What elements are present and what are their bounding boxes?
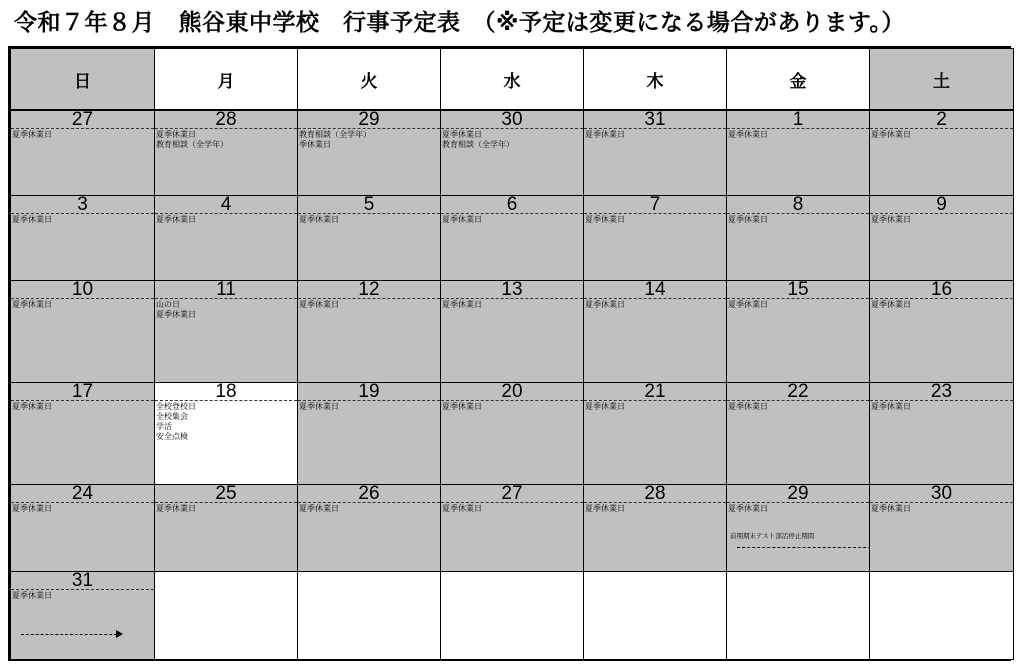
- event-list: [441, 503, 583, 514]
- event-text: 夏季休業日: [585, 401, 625, 411]
- week-row: [11, 484, 1014, 571]
- weekday-header-row: [11, 49, 1014, 111]
- event-text: 夏季休業日: [871, 214, 911, 224]
- day-cell: [155, 110, 298, 195]
- event-list: [870, 401, 1013, 412]
- event-list: [870, 299, 1013, 310]
- event-text: 夏季休業日: [871, 401, 911, 411]
- day-number: 31: [584, 111, 726, 129]
- day-number: 30: [870, 485, 1013, 503]
- day-cell: [870, 110, 1014, 195]
- week-row: [11, 110, 1014, 195]
- day-number: 3: [11, 196, 154, 214]
- day-cell: [11, 195, 155, 280]
- event-text: 夏季休業日: [728, 299, 768, 309]
- day-cell: [298, 280, 441, 382]
- calendar-table: [8, 46, 1011, 661]
- day-number: 5: [298, 196, 440, 214]
- day-cell: [298, 382, 441, 484]
- event-list: [298, 503, 440, 514]
- day-cell: [298, 110, 441, 195]
- event-list: [727, 299, 869, 310]
- day-number: 27: [441, 485, 583, 503]
- event-text: 夏季休業日: [728, 130, 768, 139]
- day-number: 12: [298, 281, 440, 299]
- weekday-tue: 火: [298, 49, 441, 111]
- event-text: 夏季休業日: [12, 503, 52, 513]
- event-text: 夏季休業日: [442, 214, 482, 224]
- event-text: 夏季休業日: [12, 130, 52, 139]
- empty-day-cell: [870, 571, 1014, 659]
- day-cell: [584, 195, 727, 280]
- page-title: 令和７年８月 熊谷東中学校 行事予定表 （※予定は変更になる場合があります。）: [14, 10, 906, 36]
- day-number: 31: [11, 572, 154, 590]
- empty-day-cell: [727, 571, 870, 659]
- event-text: 夏季休業日: [871, 130, 911, 139]
- event-list: [584, 214, 726, 225]
- event-text: 夏季休業日: [442, 130, 482, 139]
- day-cell: [155, 382, 298, 484]
- event-text: 夏季休業日: [12, 214, 52, 224]
- event-text: 安全点検: [156, 431, 188, 441]
- day-cell: [11, 484, 155, 571]
- event-text: 夏季休業日: [871, 503, 911, 513]
- event-text: 夏季休業日: [12, 590, 52, 600]
- day-cell: [870, 484, 1014, 571]
- event-list: [584, 401, 726, 412]
- day-cell: [727, 382, 870, 484]
- day-number: 15: [727, 281, 869, 299]
- event-list: [727, 503, 869, 514]
- day-number: 10: [11, 281, 154, 299]
- weekday-fri: 金: [727, 49, 870, 111]
- day-number: 9: [870, 196, 1013, 214]
- day-cell: [727, 195, 870, 280]
- event-text: 山の日: [156, 299, 180, 309]
- day-number: 24: [11, 485, 154, 503]
- empty-day-cell: [441, 571, 584, 659]
- day-cell: [584, 110, 727, 195]
- event-list: [298, 401, 440, 412]
- day-cell: [870, 195, 1014, 280]
- day-cell: [584, 484, 727, 571]
- test-period-note: 前期期末テスト部活停止期間: [730, 531, 815, 540]
- day-cell: [870, 382, 1014, 484]
- event-text: 季休業日: [299, 140, 331, 149]
- day-number: 28: [155, 111, 297, 129]
- event-list: [441, 129, 583, 150]
- day-cell: [870, 280, 1014, 382]
- day-cell: [155, 484, 298, 571]
- day-cell: [11, 382, 155, 484]
- event-list: [870, 214, 1013, 225]
- weekday-mon: 月: [155, 49, 298, 111]
- event-text: 夏季休業日: [299, 299, 339, 309]
- event-text: 夏季休業日: [299, 503, 339, 513]
- event-list: [298, 299, 440, 310]
- day-cell: [441, 382, 584, 484]
- week-row: [11, 280, 1014, 382]
- day-number: 1: [727, 111, 869, 129]
- weekday-thu: 木: [584, 49, 727, 111]
- event-text: 夏季休業日: [156, 214, 196, 224]
- day-cell: [11, 571, 155, 659]
- day-number: 28: [584, 485, 726, 503]
- event-list: [298, 129, 440, 150]
- event-list: [441, 299, 583, 310]
- event-text: 夏季休業日: [12, 401, 52, 411]
- event-text: 夏季休業日: [728, 214, 768, 224]
- event-list: [441, 401, 583, 412]
- day-cell: [727, 484, 870, 571]
- event-list: [11, 503, 154, 514]
- day-number: 13: [441, 281, 583, 299]
- day-cell: [441, 110, 584, 195]
- event-text: 夏季休業日: [12, 299, 52, 309]
- day-number: 8: [727, 196, 869, 214]
- event-text: 夏季休業日: [728, 401, 768, 411]
- day-number: 14: [584, 281, 726, 299]
- event-text: 夏季休業日: [585, 503, 625, 513]
- event-text: 夏季休業日: [156, 130, 196, 139]
- event-list: [870, 503, 1013, 514]
- day-number: 19: [298, 383, 440, 401]
- day-cell: [441, 484, 584, 571]
- day-number: 25: [155, 485, 297, 503]
- weekday-wed: 水: [441, 49, 584, 111]
- day-cell: [155, 195, 298, 280]
- event-list: [155, 129, 297, 150]
- event-list: [11, 129, 154, 140]
- event-text: 夏季休業日: [156, 503, 196, 513]
- event-list: [155, 401, 297, 442]
- day-number: 27: [11, 111, 154, 129]
- event-list: [727, 401, 869, 412]
- event-text: 学活: [156, 421, 172, 431]
- day-cell: [11, 110, 155, 195]
- day-number: 20: [441, 383, 583, 401]
- day-number: 16: [870, 281, 1013, 299]
- event-text: 夏季休業日: [585, 299, 625, 309]
- day-cell: [584, 382, 727, 484]
- week-row: [11, 195, 1014, 280]
- event-text: 夏季休業日: [585, 130, 625, 139]
- day-cell: [441, 280, 584, 382]
- event-text: 夏季休業日: [728, 503, 768, 513]
- event-text: 夏季休業日: [299, 214, 339, 224]
- event-text: 全校集会: [156, 411, 188, 421]
- day-number: 26: [298, 485, 440, 503]
- day-cell: [298, 484, 441, 571]
- week-row: [11, 382, 1014, 484]
- empty-day-cell: [155, 571, 298, 659]
- day-number: 2: [870, 111, 1013, 129]
- event-list: [441, 214, 583, 225]
- day-cell: [441, 195, 584, 280]
- event-text: 夏季休業日: [871, 299, 911, 309]
- day-number: 4: [155, 196, 297, 214]
- day-cell: [11, 280, 155, 382]
- event-list: [11, 590, 154, 601]
- day-cell: [155, 280, 298, 382]
- day-cell: [584, 280, 727, 382]
- event-text: 教育相談（全学年）: [442, 140, 514, 149]
- event-list: [11, 299, 154, 310]
- day-number: 23: [870, 383, 1013, 401]
- week-row: [11, 571, 1014, 659]
- empty-day-cell: [298, 571, 441, 659]
- event-list: [727, 214, 869, 225]
- event-text: 夏季休業日: [442, 401, 482, 411]
- event-list: [584, 129, 726, 140]
- day-number: 18: [155, 383, 297, 401]
- event-list: [155, 214, 297, 225]
- event-list: [155, 299, 297, 320]
- weekday-sun: 日: [11, 49, 155, 111]
- day-cell: [727, 280, 870, 382]
- event-list: [870, 129, 1013, 140]
- event-text: 教育相談（全学年）: [156, 140, 228, 149]
- day-number: 21: [584, 383, 726, 401]
- event-list: [11, 214, 154, 225]
- event-text: 夏季休業日: [442, 503, 482, 513]
- event-text: 教育相談（全学年）: [299, 130, 371, 139]
- event-text: 全校登校日: [156, 401, 196, 411]
- event-list: [584, 503, 726, 514]
- event-text: 夏季休業日: [585, 214, 625, 224]
- day-number: 22: [727, 383, 869, 401]
- day-cell: [298, 195, 441, 280]
- day-cell: [727, 110, 870, 195]
- weekday-sat: 土: [870, 49, 1014, 111]
- period-arrow: [21, 634, 117, 635]
- day-number: 11: [155, 281, 297, 299]
- day-number: 17: [11, 383, 154, 401]
- event-list: [298, 214, 440, 225]
- event-text: 夏季休業日: [299, 401, 339, 411]
- event-list: [727, 129, 869, 140]
- event-list: [155, 503, 297, 514]
- day-number: 30: [441, 111, 583, 129]
- event-text: 夏季休業日: [442, 299, 482, 309]
- day-number: 6: [441, 196, 583, 214]
- event-list: [11, 401, 154, 412]
- day-number: 29: [727, 485, 869, 503]
- empty-day-cell: [584, 571, 727, 659]
- day-number: 29: [298, 111, 440, 129]
- event-text: 夏季休業日: [156, 309, 196, 319]
- day-number: 7: [584, 196, 726, 214]
- event-list: [584, 299, 726, 310]
